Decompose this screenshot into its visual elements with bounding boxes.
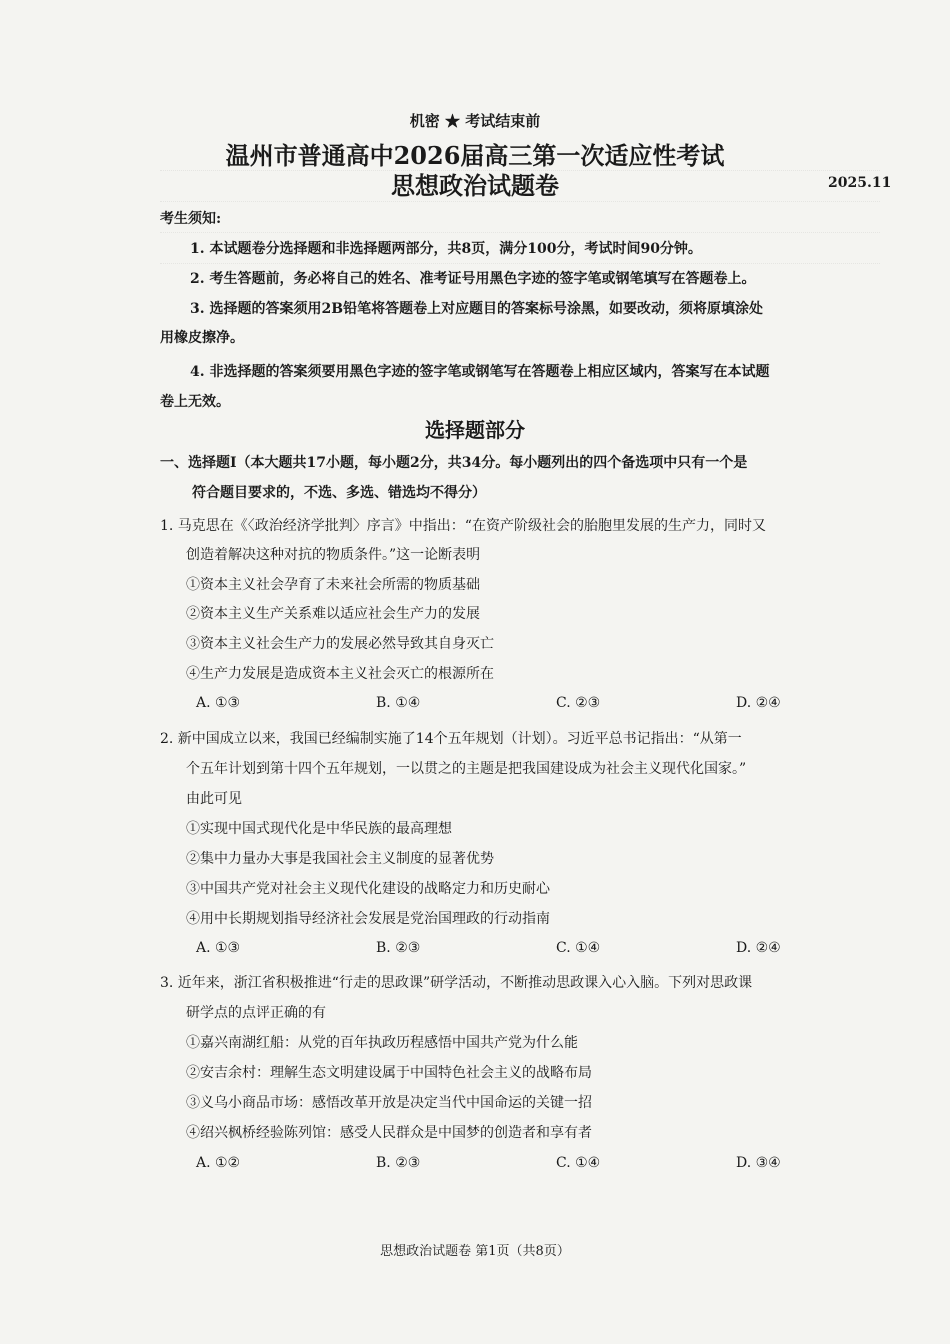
page-footer: 思想政治试题卷 第1页（共8页） (380, 1244, 570, 1259)
question-1-stem-cont: 创造着解决这种对抗的物质条件。”这一论断表明 (186, 547, 481, 563)
question-2-stem-cont-2: 由此可见 (186, 791, 242, 807)
question-1-statement-3: ③资本主义社会生产力的发展必然导致其自身灭亡 (186, 636, 494, 652)
question-3-statement-3: ③义乌小商品市场：感悟改革开放是决定当代中国命运的关键一招 (186, 1095, 592, 1111)
notice-item-1: 1. 本试题卷分选择题和非选择题两部分，共8页，满分100分，考试时间90分钟。 (190, 241, 702, 257)
question-3-choice-c: C. ①④ (556, 1155, 601, 1171)
question-1-statement-2: ②资本主义生产关系难以适应社会生产力的发展 (186, 606, 480, 622)
question-2-statement-4: ④用中长期规划指导经济社会发展是党治国理政的行动指南 (186, 911, 550, 927)
exam-title: 温州市普通高中2026届高三第一次适应性考试 (225, 141, 725, 170)
question-1-statement-1: ①资本主义社会孕育了未来社会所需的物质基础 (186, 577, 480, 593)
question-3-statement-1: ①嘉兴南湖红船：从党的百年执政历程感悟中国共产党为什么能 (186, 1035, 578, 1051)
question-3-statement-2: ②安吉余村：理解生态文明建设属于中国特色社会主义的战略布局 (186, 1065, 592, 1081)
notice-item-2: 2. 考生答题前，务必将自己的姓名、准考证号用黑色字迹的签字笔或钢笔填写在答题卷上。 (190, 271, 756, 287)
confidential-label: 机密 ★ 考试结束前 (409, 112, 541, 130)
notice-item-4: 4. 非选择题的答案须要用黑色字迹的签字笔或钢笔写在答题卷上相应区域内，答案写在本试题 (190, 364, 770, 380)
question-3-choice-d: D. ③④ (736, 1155, 781, 1171)
question-1-choice-a: A. ①③ (196, 695, 241, 711)
question-1-choice-c: C. ②③ (556, 695, 601, 711)
question-2-stem-cont: 个五年计划到第十四个五年规划，一以贯之的主题是把我国建设成为社会主义现代化国家。” (186, 761, 747, 777)
notice-heading: 考生须知: (160, 211, 222, 227)
notice-item-3: 3. 选择题的答案须用2B铅笔将答题卷上对应题目的答案标号涂黑，如要改动，须将原填涂处 (190, 301, 764, 317)
question-2-choice-a: A. ①③ (196, 940, 241, 956)
question-2-statement-3: ③中国共产党对社会主义现代化建设的战略定力和历史耐心 (186, 881, 550, 897)
question-2-stem: 2. 新中国成立以来，我国已经编制实施了14个五年规划（计划）。习近平总书记指出：“从第一 (160, 731, 742, 747)
question-2-statement-1: ①实现中国式现代化是中华民族的最高理想 (186, 821, 452, 837)
question-2-choice-b: B. ②③ (376, 940, 421, 956)
exam-date: 2025.11 (828, 175, 892, 191)
question-3-choice-b: B. ②③ (376, 1155, 421, 1171)
question-2-choice-d: D. ②④ (736, 940, 781, 956)
question-3-statement-4: ④绍兴枫桥经验陈列馆：感受人民群众是中国梦的创造者和享有者 (186, 1125, 592, 1141)
notice-item-4-cont: 卷上无效。 (160, 394, 230, 410)
part-instructions: 一、选择题Ⅰ（本大题共17小题，每小题2分，共34分。每小题列出的四个备选项中只有一个是 (160, 455, 748, 471)
section-title: 选择题部分 (425, 418, 525, 442)
question-3-choice-a: A. ①② (196, 1155, 241, 1171)
question-1-statement-4: ④生产力发展是造成资本主义社会灭亡的根源所在 (186, 666, 494, 682)
question-2-statement-2: ②集中力量办大事是我国社会主义制度的显著优势 (186, 851, 494, 867)
question-3-stem-cont: 研学点的点评正确的有 (186, 1005, 326, 1021)
paper-title: 思想政治试题卷 (391, 171, 559, 200)
question-1-choice-b: B. ①④ (376, 695, 421, 711)
notice-item-3-cont: 用橡皮擦净。 (160, 330, 244, 346)
part-instructions-cont: 符合题目要求的，不选、多选、错选均不得分） (192, 485, 486, 501)
question-1-stem: 1. 马克思在《〈政治经济学批判〉序言》中指出：“在资产阶级社会的胎胞里发展的生产力，同时又 (160, 518, 766, 534)
question-1-choice-d: D. ②④ (736, 695, 781, 711)
question-3-stem: 3. 近年来，浙江省积极推进“行走的思政课”研学活动，不断推动思政课入心入脑。下列对思政课 (160, 975, 753, 991)
question-2-choice-c: C. ①④ (556, 940, 601, 956)
